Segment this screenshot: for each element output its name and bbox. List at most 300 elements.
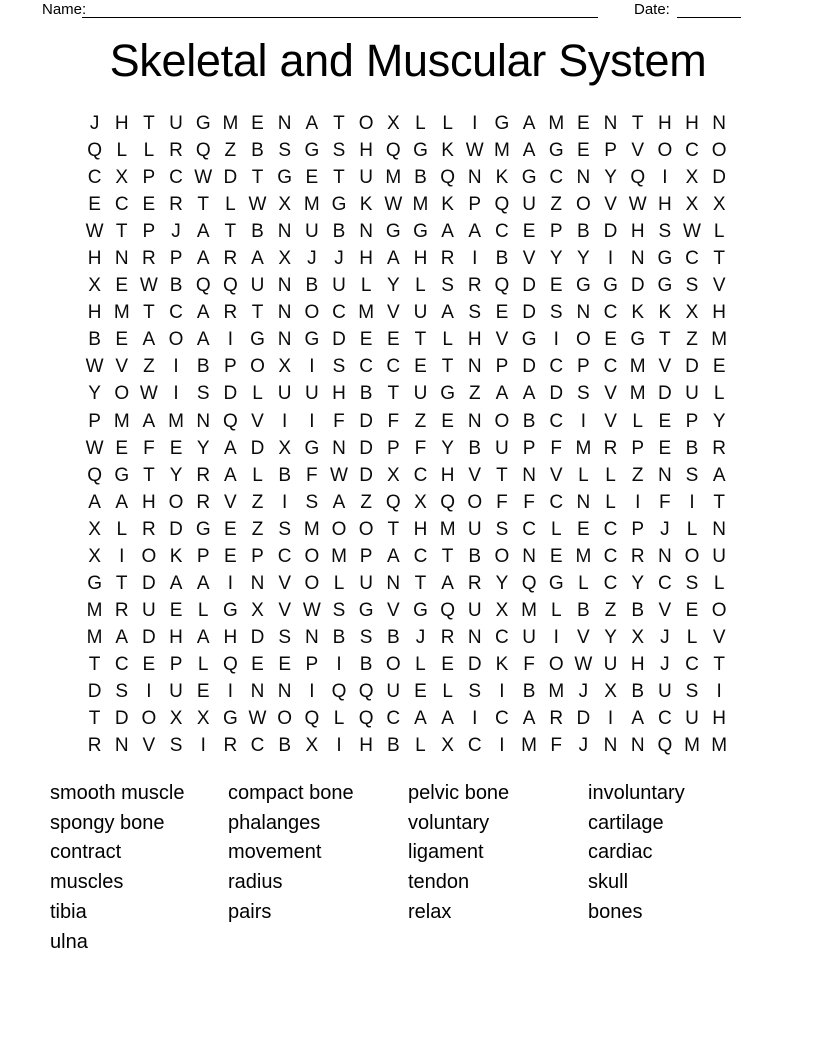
grid-cell: T <box>143 464 155 486</box>
grid-cell: H <box>630 221 645 243</box>
word-bank-word: radius <box>228 871 283 894</box>
grid-cell: O <box>304 302 320 324</box>
grid-cell: R <box>223 248 238 270</box>
grid-cell: B <box>305 275 319 297</box>
grid-cell: I <box>309 681 315 702</box>
grid-cell: S <box>685 681 699 702</box>
grid-cell: N <box>630 735 645 757</box>
grid-cell: S <box>169 735 183 757</box>
word-bank-word: spongy bone <box>50 811 165 834</box>
grid-cell: H <box>87 248 102 270</box>
grid-cell: X <box>278 356 292 378</box>
grid-cell: O <box>168 491 184 513</box>
grid-cell: S <box>332 140 346 162</box>
grid-cell: J <box>89 113 100 135</box>
grid-cell: R <box>549 708 564 730</box>
grid-cell: F <box>523 653 535 675</box>
grid-cell: E <box>251 653 264 675</box>
grid-cell: U <box>142 599 156 621</box>
grid-cell: I <box>173 383 179 405</box>
grid-cell: D <box>467 653 482 675</box>
grid-cell: B <box>631 599 645 621</box>
grid-cell: D <box>712 167 727 189</box>
grid-cell: A <box>522 140 536 162</box>
grid-cell: X <box>685 302 699 324</box>
grid-row <box>81 543 733 570</box>
grid-cell: O <box>304 572 320 594</box>
grid-cell: E <box>251 113 264 135</box>
grid-cell: R <box>440 626 455 648</box>
grid-cell: M <box>629 356 646 378</box>
grid-cell: S <box>577 383 590 405</box>
grid-cell: U <box>522 194 536 216</box>
grid-cell: K <box>658 302 672 324</box>
grid-cell: G <box>222 708 238 730</box>
grid-cell: Y <box>577 248 590 270</box>
grid-cell: P <box>685 410 699 432</box>
grid-cell: Z <box>360 491 372 513</box>
grid-cell: A <box>631 708 645 730</box>
grid-cell: I <box>227 329 233 351</box>
grid-cell: Y <box>495 572 509 594</box>
grid-cell: D <box>332 329 346 351</box>
grid-cell: Q <box>630 167 646 189</box>
grid-cell: M <box>629 383 646 405</box>
grid-cell: P <box>468 194 482 216</box>
grid-cell: N <box>277 113 292 135</box>
grid-cell: I <box>607 708 614 730</box>
grid-cell: P <box>251 545 264 567</box>
word-bank-word: pairs <box>228 900 272 923</box>
grid-cell: M <box>548 681 565 702</box>
grid-cell: E <box>414 681 427 702</box>
grid-cell: B <box>332 221 346 243</box>
grid-cell: I <box>173 356 179 378</box>
grid-cell: E <box>169 599 183 621</box>
grid-cell: L <box>252 464 263 486</box>
grid-cell: T <box>414 329 427 351</box>
word-bank-word: cardiac <box>588 841 653 864</box>
grid-cell: G <box>304 437 320 459</box>
grid-cell: I <box>119 545 125 567</box>
grid-cell: G <box>576 275 591 297</box>
grid-cell: B <box>386 626 400 648</box>
grid-cell: Q <box>222 653 238 675</box>
grid-cell: G <box>521 329 537 351</box>
grid-cell: O <box>711 599 727 621</box>
grid-cell: O <box>494 410 510 432</box>
grid-cell: B <box>386 735 400 757</box>
grid-cell: N <box>277 275 292 297</box>
grid-cell: E <box>577 113 590 135</box>
grid-cell: H <box>630 653 645 675</box>
grid-cell: Z <box>251 518 264 540</box>
grid-cell: E <box>386 329 400 351</box>
grid-cell: I <box>580 410 587 432</box>
word-bank-word: tibia <box>50 900 87 923</box>
grid-cell: A <box>441 572 454 594</box>
grid-cell: I <box>472 113 478 135</box>
grid-cell: C <box>386 356 401 378</box>
grid-cell: X <box>278 437 292 459</box>
grid-cell: E <box>658 437 672 459</box>
grid-cell: H <box>657 194 672 216</box>
grid-cell: A <box>196 329 210 351</box>
grid-cell: B <box>359 653 373 675</box>
grid-cell: C <box>413 464 428 486</box>
grid-cell: U <box>685 383 699 405</box>
grid-cell: Q <box>195 140 211 162</box>
word-bank-word: tendon <box>408 871 470 894</box>
grid-cell: C <box>549 410 564 432</box>
grid-cell: D <box>142 626 156 648</box>
grid-cell: I <box>662 167 668 189</box>
word-bank-column <box>408 779 588 957</box>
grid-cell: T <box>441 545 454 567</box>
grid-cell: E <box>305 167 319 189</box>
grid-cell: N <box>467 626 482 648</box>
date-label: Date: <box>634 1 670 18</box>
grid-cell: I <box>227 681 233 702</box>
grid-cell: V <box>658 599 672 621</box>
grid-cell: E <box>115 329 129 351</box>
grid-cell: A <box>196 302 210 324</box>
grid-cell: S <box>278 518 292 540</box>
grid-cell: M <box>521 735 537 757</box>
grid-cell: B <box>278 735 292 757</box>
grid-cell: Q <box>494 194 510 216</box>
grid-cell: D <box>169 518 183 540</box>
grid-cell: T <box>88 653 101 675</box>
grid-cell: N <box>603 113 618 135</box>
grid-cell: L <box>116 518 128 540</box>
grid-row <box>81 353 733 380</box>
grid-cell: Q <box>222 275 238 297</box>
grid-cell: H <box>712 708 727 730</box>
grid-row <box>81 678 733 705</box>
grid-cell: L <box>442 681 453 702</box>
date-blank-line <box>677 17 741 18</box>
grid-cell: V <box>468 464 482 486</box>
grid-cell: O <box>494 545 510 567</box>
grid-cell: M <box>521 599 537 621</box>
grid-cell: Y <box>712 410 726 432</box>
grid-cell: G <box>413 140 428 162</box>
grid-cell: C <box>87 167 102 189</box>
word-bank-word: ulna <box>50 930 88 953</box>
grid-cell: K <box>441 140 454 162</box>
grid-cell: M <box>548 113 565 135</box>
grid-cell: M <box>575 437 592 459</box>
grid-cell: H <box>87 302 102 324</box>
grid-cell: O <box>711 140 727 162</box>
grid-cell: I <box>607 248 614 270</box>
grid-row <box>81 164 733 191</box>
grid-cell: D <box>87 681 102 702</box>
grid-cell: W <box>574 653 593 675</box>
grid-cell: U <box>685 708 699 730</box>
grid-cell: C <box>603 572 618 594</box>
grid-cell: S <box>332 356 346 378</box>
grid-cell: L <box>550 518 562 540</box>
grid-row <box>81 624 733 651</box>
grid-cell: W <box>248 194 267 216</box>
grid-cell: X <box>712 194 726 216</box>
word-bank-word: compact bone <box>228 782 354 804</box>
grid-row <box>81 380 733 407</box>
grid-cell: V <box>604 410 617 432</box>
grid-cell: X <box>386 113 400 135</box>
word-bank-column <box>588 779 748 957</box>
grid-cell: L <box>578 572 589 594</box>
grid-cell: R <box>603 437 618 459</box>
grid-cell: E <box>685 599 699 621</box>
grid-cell: C <box>549 491 564 513</box>
grid-cell: M <box>684 735 700 757</box>
grid-cell: T <box>88 708 101 730</box>
grid-cell: Y <box>196 437 210 459</box>
grid-cell: E <box>88 194 101 216</box>
grid-cell: Y <box>631 572 645 594</box>
grid-cell: R <box>87 735 102 757</box>
grid-cell: M <box>412 194 429 216</box>
grid-cell: B <box>88 329 101 351</box>
grid-cell: D <box>522 302 536 324</box>
grid-cell: C <box>495 626 509 648</box>
grid-cell: E <box>522 221 536 243</box>
grid-cell: C <box>603 518 618 540</box>
grid-cell: G <box>657 248 673 270</box>
grid-cell: W <box>330 464 348 486</box>
grid-cell: D <box>576 708 591 730</box>
grid-cell: D <box>250 437 265 459</box>
grid-cell: G <box>548 140 564 162</box>
grid-cell: W <box>248 708 267 730</box>
grid-cell: W <box>302 599 321 621</box>
grid-cell: J <box>171 221 181 243</box>
grid-cell: T <box>115 572 128 594</box>
grid-cell: S <box>468 302 482 324</box>
grid-cell: X <box>414 491 427 513</box>
grid-cell: A <box>196 248 210 270</box>
grid-cell: E <box>142 194 156 216</box>
grid-cell: O <box>548 653 564 675</box>
grid-cell: I <box>336 735 342 757</box>
grid-cell: D <box>630 275 645 297</box>
grid-cell: G <box>222 599 238 621</box>
grid-cell: U <box>169 681 183 702</box>
grid-cell: E <box>441 653 454 675</box>
grid-cell: P <box>359 545 373 567</box>
grid-cell: H <box>440 464 455 486</box>
grid-cell: F <box>550 437 563 459</box>
grid-cell: L <box>605 491 616 513</box>
grid-cell: J <box>578 735 589 757</box>
grid-cell: E <box>577 140 590 162</box>
grid-cell: Q <box>222 410 238 432</box>
grid-cell: O <box>304 545 320 567</box>
grid-cell: G <box>603 275 618 297</box>
grid-cell: V <box>604 194 617 216</box>
grid-cell: F <box>550 735 563 757</box>
grid-cell: C <box>657 572 672 594</box>
grid-cell: S <box>441 275 454 297</box>
grid-cell: H <box>467 329 482 351</box>
grid-cell: Y <box>88 383 101 405</box>
grid-cell: R <box>440 248 455 270</box>
grid-cell: B <box>577 221 590 243</box>
grid-cell: I <box>472 708 478 730</box>
grid-row <box>81 299 733 326</box>
grid-cell: E <box>359 329 373 351</box>
grid-row <box>81 435 733 462</box>
grid-cell: X <box>115 167 129 189</box>
grid-cell: C <box>549 356 564 378</box>
grid-cell: G <box>195 113 211 135</box>
grid-cell: M <box>385 167 402 189</box>
grid-cell: P <box>142 167 156 189</box>
grid-cell: C <box>250 735 265 757</box>
grid-cell: C <box>386 708 401 730</box>
grid-cell: T <box>441 356 454 378</box>
grid-cell: A <box>196 572 210 594</box>
word-bank-word: ligament <box>408 841 484 864</box>
grid-cell: Q <box>304 708 320 730</box>
word-bank-word: pelvic bone <box>408 782 510 804</box>
grid-cell: S <box>115 681 129 702</box>
grid-cell: Z <box>224 140 237 162</box>
grid-cell: E <box>196 681 210 702</box>
grid-cell: Q <box>440 491 455 513</box>
grid-cell: E <box>658 410 672 432</box>
grid-cell: T <box>143 302 155 324</box>
grid-cell: W <box>139 275 158 297</box>
grid-cell: A <box>169 572 183 594</box>
grid-cell: X <box>685 194 699 216</box>
grid-cell: C <box>169 167 183 189</box>
grid-cell: V <box>224 491 237 513</box>
grid-cell: P <box>604 140 617 162</box>
grid-cell: E <box>142 653 156 675</box>
grid-cell: P <box>88 410 101 432</box>
grid-cell: W <box>384 194 403 216</box>
grid-cell: H <box>332 383 346 405</box>
grid-cell: D <box>223 167 238 189</box>
grid-cell: G <box>304 140 320 162</box>
grid-cell: P <box>495 356 509 378</box>
grid-cell: E <box>549 545 563 567</box>
grid-cell: H <box>142 491 156 513</box>
grid-row <box>81 272 733 299</box>
grid-cell: B <box>468 437 482 459</box>
grid-cell: S <box>658 221 672 243</box>
grid-cell: L <box>143 140 155 162</box>
grid-cell: G <box>440 383 455 405</box>
grid-cell: X <box>169 708 183 730</box>
grid-cell: N <box>522 464 536 486</box>
grid-cell: A <box>441 221 454 243</box>
grid-cell: L <box>415 735 426 757</box>
grid-cell: N <box>712 113 727 135</box>
grid-cell: S <box>332 599 346 621</box>
grid-cell: Q <box>87 464 102 486</box>
grid-cell: E <box>224 545 237 567</box>
grid-cell: J <box>660 626 670 648</box>
grid-cell: X <box>604 681 617 702</box>
grid-cell: W <box>683 221 701 243</box>
grid-cell: L <box>415 653 426 675</box>
grid-cell: L <box>333 572 345 594</box>
grid-cell: X <box>441 735 454 757</box>
grid-cell: Z <box>251 491 264 513</box>
grid-cell: F <box>306 464 318 486</box>
grid-cell: E <box>224 518 237 540</box>
grid-cell: X <box>251 599 264 621</box>
grid-cell: N <box>277 302 292 324</box>
grid-cell: C <box>114 653 129 675</box>
grid-cell: X <box>278 194 292 216</box>
grid-cell: V <box>251 410 264 432</box>
grid-cell: D <box>114 708 129 730</box>
grid-cell: O <box>576 194 591 216</box>
grid-cell: A <box>224 437 237 459</box>
grid-cell: P <box>169 248 183 270</box>
grid-cell: S <box>685 572 699 594</box>
word-bank <box>50 779 748 957</box>
grid-cell: N <box>359 221 373 243</box>
grid-cell: S <box>685 464 699 486</box>
grid-cell: V <box>549 464 563 486</box>
grid-cell: Y <box>386 275 400 297</box>
grid-row <box>81 110 733 137</box>
grid-cell: M <box>331 545 347 567</box>
grid-cell: I <box>336 653 342 675</box>
grid-cell: C <box>685 653 699 675</box>
grid-cell: X <box>278 248 292 270</box>
grid-cell: D <box>223 383 238 405</box>
grid-cell: F <box>523 491 535 513</box>
grid-cell: H <box>685 113 699 135</box>
grid-cell: E <box>577 518 590 540</box>
grid-cell: O <box>358 518 374 540</box>
grid-cell: G <box>521 167 537 189</box>
grid-cell: N <box>277 681 292 702</box>
grid-cell: F <box>659 491 671 513</box>
grid-cell: A <box>196 626 210 648</box>
grid-cell: U <box>413 302 428 324</box>
grid-cell: N <box>114 735 129 757</box>
grid-cell: A <box>224 464 237 486</box>
grid-cell: T <box>251 167 264 189</box>
grid-cell: T <box>659 329 671 351</box>
grid-cell: S <box>468 681 482 702</box>
word-bank-word: involuntary <box>588 782 685 804</box>
page-title: Skeletal and Muscular System <box>109 35 707 86</box>
grid-cell: K <box>169 545 183 567</box>
grid-cell: Z <box>631 464 644 486</box>
grid-cell: M <box>86 626 103 648</box>
grid-cell: J <box>307 248 317 270</box>
grid-cell: B <box>631 681 645 702</box>
grid-cell: G <box>304 329 320 351</box>
grid-cell: P <box>169 653 183 675</box>
grid-cell: U <box>386 681 401 702</box>
grid-cell: W <box>139 383 158 405</box>
grid-cell: E <box>441 410 454 432</box>
grid-cell: L <box>578 464 589 486</box>
grid-cell: U <box>359 572 373 594</box>
grid-cell: T <box>143 113 155 135</box>
